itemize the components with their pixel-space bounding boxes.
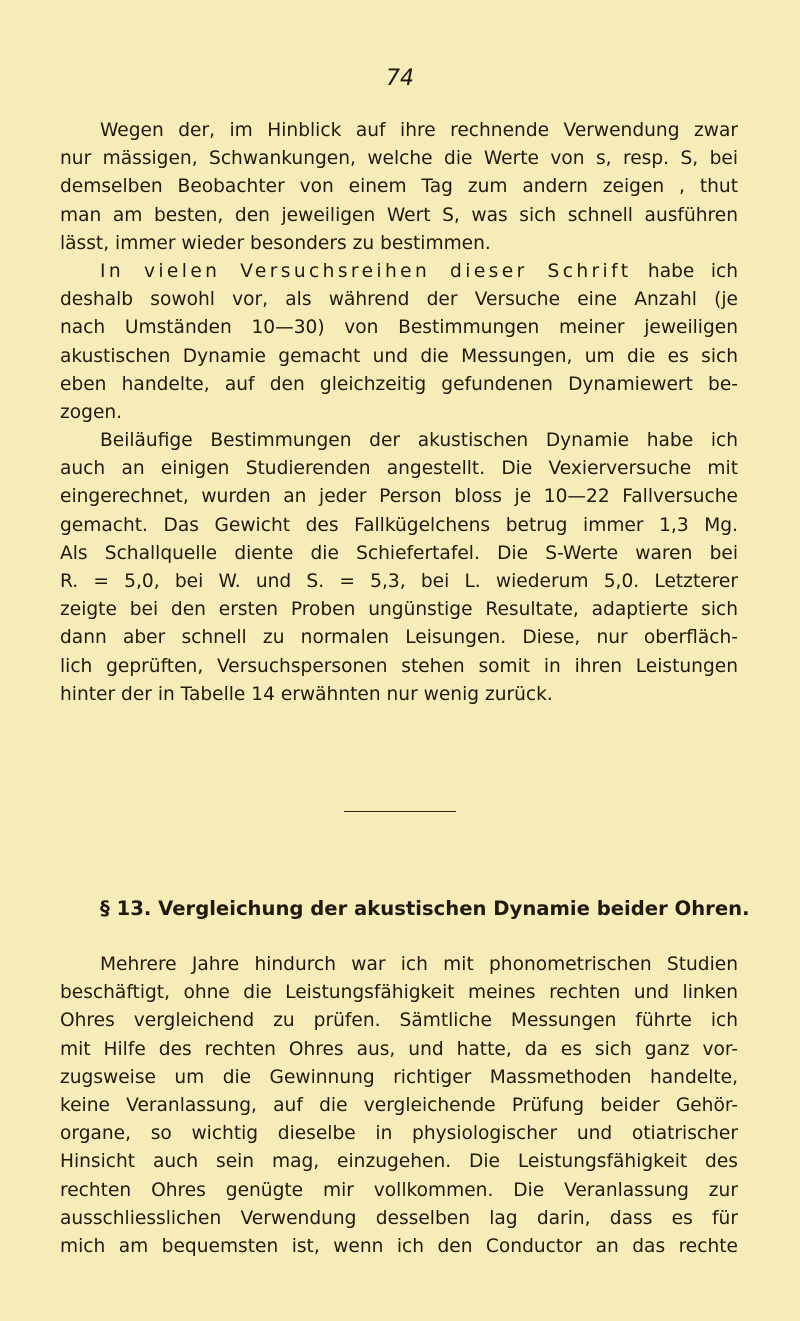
- text-line: hinter der in Tabelle 14 erwähnten nur wenig zurück.: [60, 683, 553, 705]
- text-line: nach Umständen 10—30) von Bestimmungen meiner jeweiligen: [60, 317, 738, 339]
- text-line: rechten Ohres genügte mir vollkommen. Die Veranlassung zur: [60, 1179, 738, 1201]
- text-line: ausschliesslichen Verwendung desselben lag darin, dass es für: [60, 1207, 738, 1229]
- text-line: zogen.: [60, 401, 123, 423]
- text-line: zeigte bei den ersten Proben ungünstige Resultate, adaptierte sich: [60, 599, 738, 621]
- text-line: auch an einigen Studierenden angestellt. Die Vexierversuche mit: [60, 458, 738, 480]
- section-heading: § 13. Vergleichung der akustischen Dynamie beider Ohren.: [100, 897, 750, 920]
- text-line: eben handelte, auf den gleichzeitig gefundenen Dynamiewert be-: [60, 373, 738, 395]
- text-line: R. = 5,0, bei W. und S. = 5,3, bei L. wiederum 5,0. Letzterer: [60, 571, 738, 592]
- text-line: beschäftigt, ohne die Leistungsfähigkeit meines rechten und linken: [60, 982, 738, 1004]
- text-block-bottom: [60, 951, 738, 1261]
- text-line: akustischen Dynamie gemacht und die Messungen, um die es sich: [60, 345, 738, 367]
- text-line: mit Hilfe des rechten Ohres aus, und hatte, da es sich ganz vor-: [60, 1038, 738, 1060]
- spaced-emphasis: In vielen Versuchsreihen dieser Schrift: [100, 260, 632, 282]
- text-block-top: [60, 117, 738, 709]
- page-number: 74: [386, 66, 414, 91]
- text-line: zugsweise um die Gewinnung richtiger Massmethoden handelte,: [60, 1066, 738, 1088]
- text-line: organe, so wichtig dieselbe in physiologischer und otiatrischer: [60, 1123, 738, 1145]
- text-fragment: habe ich: [647, 260, 738, 282]
- text-line: eingerechnet, wurden an jeder Person bloss je 10—22 Fallversuche: [60, 486, 738, 508]
- text-line: Beiläufige Bestimmungen der akustischen Dynamie habe ich: [100, 430, 738, 452]
- text-line: Als Schallquelle diente die Schiefertafel. Die S-Werte waren bei: [60, 542, 738, 564]
- text-line: man am besten, den jeweiligen Wert S, was sich schnell ausführen: [60, 204, 738, 226]
- text-line: Wegen der, im Hinblick auf ihre rechnende Verwendung zwar: [100, 120, 738, 141]
- text-line: Hinsicht auch sein mag, einzugehen. Die Leistungsfähigkeit des: [60, 1151, 738, 1173]
- text-line: demselben Beobachter von einem Tag zum andern zeigen , thut: [60, 176, 738, 198]
- text-line: keine Veranlassung, auf die vergleichende Prüfung beider Gehör-: [60, 1094, 738, 1116]
- text-line: Ohres vergleichend zu prüfen. Sämtliche Messungen führte ich: [60, 1010, 738, 1032]
- text-line: Mehrere Jahre hindurch war ich mit phonometrischen Studien: [100, 954, 738, 975]
- text-line: nur mässigen, Schwankungen, welche die Werte von s, resp. S, bei: [60, 148, 738, 170]
- text-line: gemacht. Das Gewicht des Fallkügelchens betrug immer 1,3 Mg.: [60, 514, 738, 536]
- text-line: lässt, immer wieder besonders zu bestimmen.: [60, 232, 491, 254]
- text-line: dann aber schnell zu normalen Leisungen. Diese, nur oberfläch-: [60, 627, 738, 649]
- text-line-spaced: [60, 258, 738, 286]
- text-line: deshalb sowohl vor, als während der Versuche eine Anzahl (je: [60, 289, 738, 311]
- text-line: mich am bequemsten ist, wenn ich den Conductor an das rechte: [60, 1235, 738, 1257]
- text-line: lich geprüften, Versuchspersonen stehen somit in ihren Leistungen: [60, 655, 738, 677]
- section-divider: [344, 811, 456, 812]
